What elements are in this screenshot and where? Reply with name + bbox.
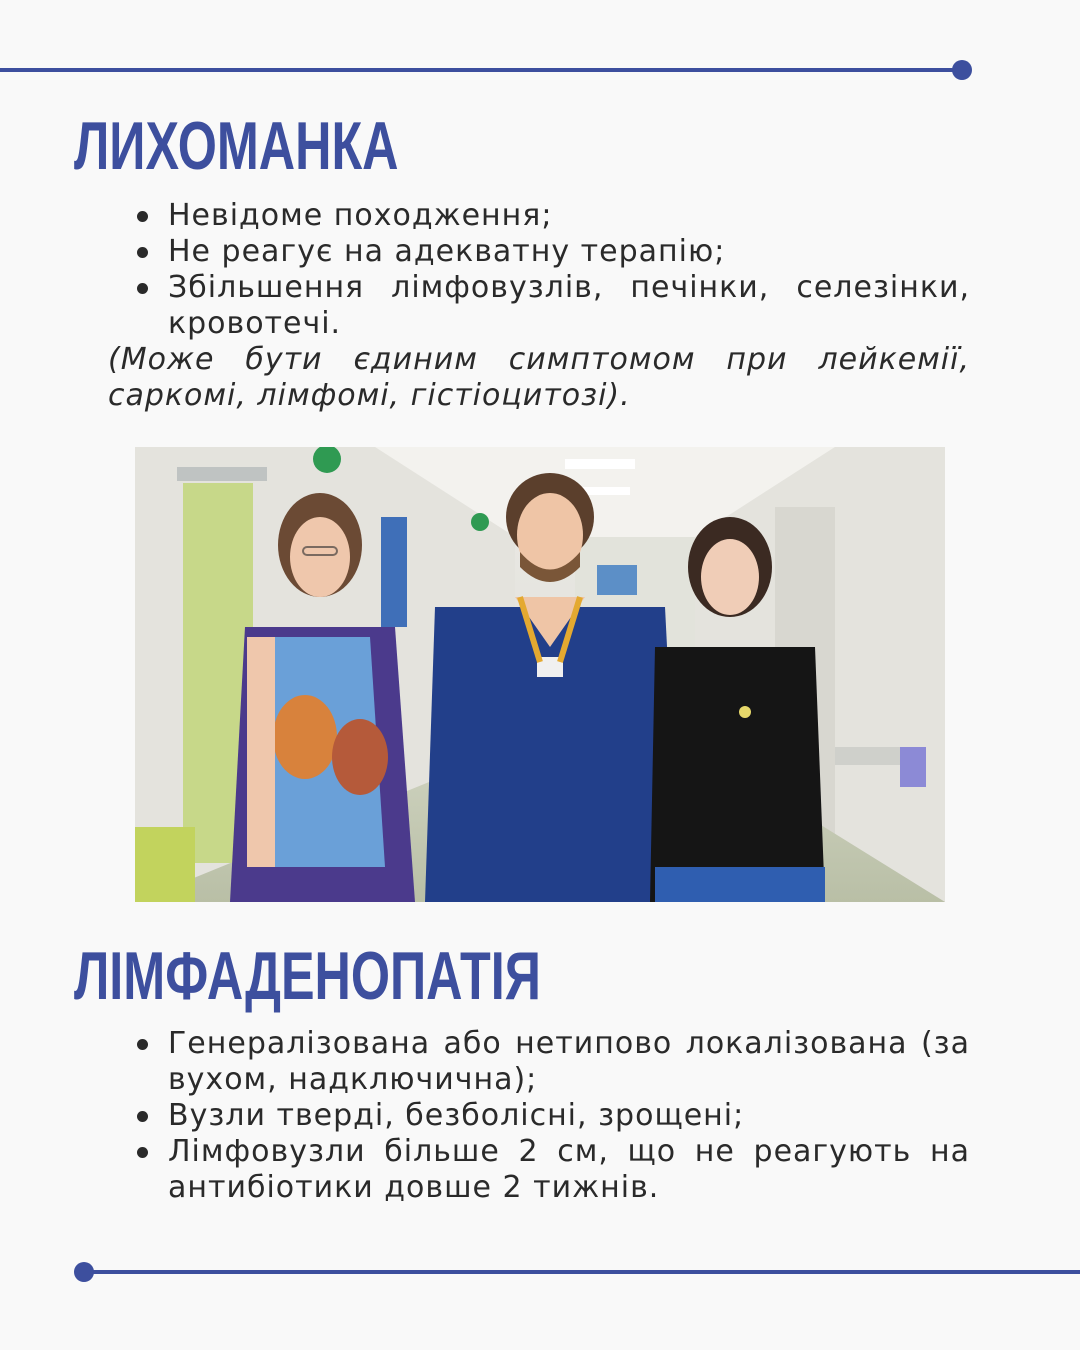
- fever-note: (Може бути єдиним симптомом при лейкемії, саркомі, лімфомі, гістіоцитозі).: [108, 342, 970, 413]
- top-divider-dot: [952, 60, 972, 80]
- list-item-text: Вузли тверді, безболісні, зрощені;: [168, 1098, 745, 1133]
- top-divider-line: [0, 68, 962, 72]
- lymphadenopathy-heading: ЛІМФАДЕНОПАТІЯ: [74, 938, 541, 1014]
- list-item: [135, 234, 970, 270]
- bottom-divider-dot: [74, 1262, 94, 1282]
- lymphadenopathy-symptom-list: [135, 1026, 970, 1206]
- bottom-divider-line: [84, 1270, 1080, 1274]
- bullet-icon: [137, 247, 148, 258]
- list-item-text: Невідоме походження;: [168, 198, 553, 233]
- list-item: [135, 1134, 970, 1206]
- list-item-text: Не реагує на адекватну терапію;: [168, 234, 726, 269]
- list-item-text: Збільшення лімфовузлів, печінки, селезінки, кровотечі.: [168, 270, 970, 341]
- fever-symptom-list: [135, 198, 970, 342]
- list-item-text: Генералізована або нетипово локалізована (за вухом, надключична);: [168, 1026, 970, 1097]
- bullet-icon: [137, 211, 148, 222]
- staff-photo: [135, 447, 945, 902]
- list-item-text: Лімфовузли більше 2 см, що не реагують на антибіотики довше 2 тижнів.: [168, 1134, 970, 1205]
- fever-heading: ЛИХОМАНКА: [74, 108, 399, 184]
- bullet-icon: [137, 1147, 148, 1158]
- bullet-icon: [137, 1039, 148, 1050]
- bullet-icon: [137, 1111, 148, 1122]
- list-item: [135, 1026, 970, 1098]
- bullet-icon: [137, 283, 148, 294]
- list-item: [135, 1098, 970, 1134]
- list-item: [135, 198, 970, 234]
- list-item: [135, 270, 970, 342]
